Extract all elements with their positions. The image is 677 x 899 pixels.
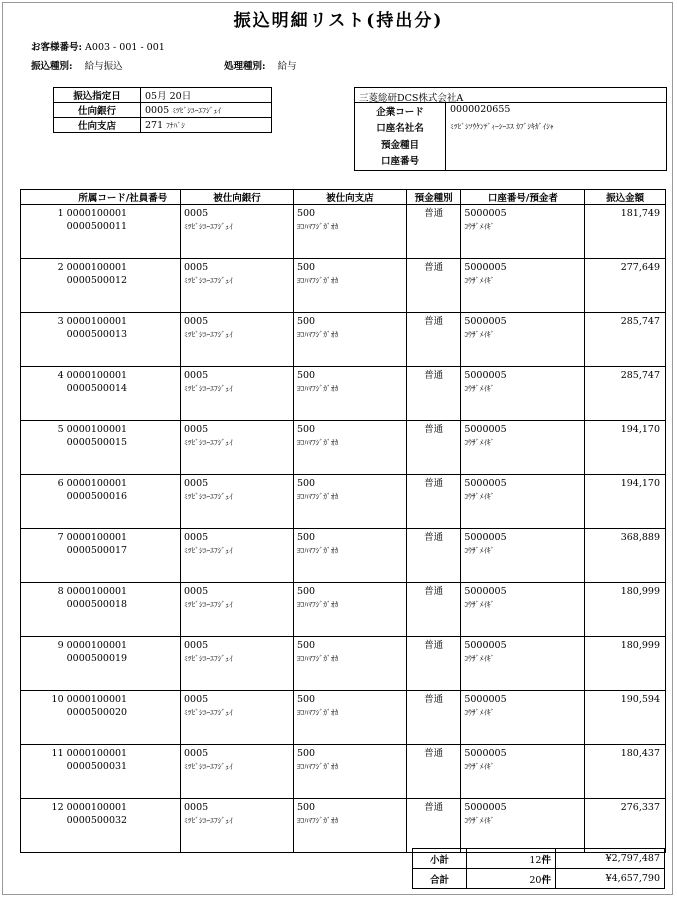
subtotal-count-unit: 件 [541,854,551,866]
account-holder: ｺｳｻﾞﾒｲｷﾞ [464,438,495,447]
dept-emp-cell [66,259,181,313]
dept-emp-cell [66,529,181,583]
col-amount: 振込金額 [585,190,666,205]
amount-cell: 277,649 [585,259,666,313]
account-number: 5000005 [464,208,507,219]
account-holder: ｺｳｻﾞﾒｲｷﾞ [464,654,495,663]
employee-number: 0000500019 [66,653,128,664]
bank-cell [181,583,294,637]
row-number: 6 [21,475,66,529]
branch-code: 500 [296,802,316,813]
company-column-divider [445,102,446,170]
account-holder: ｺｳｻﾞﾒｲｷﾞ [464,330,495,339]
table-row [21,691,666,745]
customer-number [31,39,165,53]
branch-code: 500 [296,424,316,435]
dept-emp-cell [66,205,181,259]
branch-cell [293,745,406,799]
branch-kana: ﾖｺﾊﾏﾌｼﾞｶﾞｵｶ [296,384,339,393]
dept-emp-cell [66,313,181,367]
account-number: 5000005 [464,316,507,327]
dept-emp-cell [66,745,181,799]
employee-number: 0000500016 [66,491,128,502]
branch-code: 500 [296,694,316,705]
transfer-detail-table [20,189,666,853]
branch-code: 500 [296,640,316,651]
branch-kana: ﾖｺﾊﾏﾌｼﾞｶﾞｵｶ [296,654,339,663]
account-cell [461,799,585,853]
branch-kana: ﾖｺﾊﾏﾌｼﾞｶﾞｵｶ [296,492,339,501]
account-cell [461,583,585,637]
company-code-label: 企業コード [376,107,424,118]
bank-kana: ﾐﾂﾋﾞｼﾕｰｴﾌｼﾞｪｲ [184,330,233,339]
col-bank: 被仕向銀行 [181,190,294,205]
account-number: 5000005 [464,370,507,381]
account-holder: ｺｳｻﾞﾒｲｷﾞ [464,546,495,555]
account-number: 5000005 [464,586,507,597]
subtotal-label: 小計 [413,849,467,869]
company-divider [355,102,666,103]
bank-cell [181,313,294,367]
bank-kana: ﾐﾂﾋﾞｼﾕｰｴﾌｼﾞｪｲ [184,816,233,825]
account-cell [461,529,585,583]
branch-kana: ﾖｺﾊﾏﾌｼﾞｶﾞｵｶ [296,762,339,771]
bank-cell [181,259,294,313]
account-cell [461,745,585,799]
account-holder: ｺｳｻﾞﾒｲｷﾞ [464,222,495,231]
branch-code: 500 [296,262,316,273]
transfer-type-value: 給与振込 [84,61,123,72]
deposit-type-cell: 普通 [406,745,461,799]
dept-emp-cell [66,475,181,529]
dept-code: 0000100001 [66,802,128,813]
table-row [21,313,666,367]
bank-code: 0005 [184,208,209,219]
table-row [21,637,666,691]
dept-code: 0000100001 [66,370,128,381]
deposit-type-cell: 普通 [406,421,461,475]
bank-code: 0005 [184,694,209,705]
row-number: 3 [21,313,66,367]
account-number: 5000005 [464,532,507,543]
account-number: 5000005 [464,748,507,759]
amount-cell: 368,889 [585,529,666,583]
branch-code: 500 [296,478,316,489]
bank-code: 0005 [184,424,209,435]
branch-code: 500 [296,748,316,759]
amount-cell: 285,747 [585,313,666,367]
branch-cell [293,367,406,421]
table-row [21,421,666,475]
account-holder: ｺｳｻﾞﾒｲｷﾞ [464,816,495,825]
bank-kana: ﾐﾂﾋﾞｼﾕｰｴﾌｼﾞｪｲ [184,654,233,663]
col-account: 口座番号/預金者 [461,190,585,205]
date-label: 振込指定日 [54,88,141,103]
dept-emp-cell [66,583,181,637]
bank-cell [181,205,294,259]
total-count [467,869,556,889]
dept-code: 0000100001 [66,478,128,489]
account-cell [461,475,585,529]
dept-emp-cell [66,691,181,745]
account-number: 5000005 [464,694,507,705]
branch-kana: ﾖｺﾊﾏﾌｼﾞｶﾞｵｶ [296,816,339,825]
transfer-type [31,58,123,72]
table-row [21,745,666,799]
bank-cell [181,637,294,691]
row-number: 12 [21,799,66,853]
customer-number-value: A003 - 001 - 001 [85,42,165,53]
bank-cell [181,529,294,583]
account-number: 5000005 [464,262,507,273]
branch-kana: ﾖｺﾊﾏﾌｼﾞｶﾞｵｶ [296,546,339,555]
bank-code: 0005 [184,802,209,813]
process-type-value: 給与 [277,61,297,72]
deposit-type-cell: 普通 [406,637,461,691]
dept-code: 0000100001 [66,586,128,597]
account-cell [461,691,585,745]
account-holder: ｺｳｻﾞﾒｲｷﾞ [464,276,495,285]
bank-code: 0005 [184,748,209,759]
branch-cell [293,205,406,259]
employee-number: 0000500015 [66,437,128,448]
branch-cell [293,421,406,475]
bank-cell [181,421,294,475]
account-cell [461,313,585,367]
total-count-value: 20 [529,874,542,886]
subtotal-count [467,849,556,869]
total-label: 合計 [413,869,467,889]
col-dept-emp: 所属コード/社員番号 [66,190,181,205]
branch-cell [293,637,406,691]
bank-cell [181,691,294,745]
deposit-type-cell: 普通 [406,205,461,259]
amount-cell: 181,749 [585,205,666,259]
dept-code: 0000100001 [66,208,128,219]
employee-number: 0000500018 [66,599,128,610]
bank-kana: ﾐﾂﾋﾞｼﾕｰｴﾌｼﾞｪｲ [184,276,233,285]
branch-cell [293,259,406,313]
bank-code: 0005 [184,532,209,543]
branch-kana: ﾌﾅﾊﾞｼ [166,120,185,130]
col-deposit-type: 預金種別 [406,190,461,205]
deposit-type-cell: 普通 [406,259,461,313]
account-number-label: 口座番号 [380,156,419,167]
account-number: 5000005 [464,478,507,489]
account-number: 5000005 [464,640,507,651]
branch-kana: ﾖｺﾊﾏﾌｼﾞｶﾞｵｶ [296,708,339,717]
dept-emp-cell [66,637,181,691]
deposit-type-cell: 普通 [406,799,461,853]
branch-kana: ﾖｺﾊﾏﾌｼﾞｶﾞｵｶ [296,222,339,231]
bank-code: 0005 [184,586,209,597]
subtotal-count-value: 12 [529,854,542,866]
row-number: 2 [21,259,66,313]
bank-kana: ﾐﾂﾋﾞｼﾕｰｴﾌｼﾞｪｲ [184,222,233,231]
process-type-label: 処理種別: [224,61,266,72]
total-row [413,869,665,889]
branch-kana: ﾖｺﾊﾏﾌｼﾞｶﾞｵｶ [296,600,339,609]
deposit-type-cell: 普通 [406,529,461,583]
subtotal-amount: ¥2,797,487 [556,849,665,869]
row-number: 8 [21,583,66,637]
date-value: 05月 20日 [141,88,272,103]
account-number: 5000005 [464,802,507,813]
account-cell [461,421,585,475]
account-holder: ｺｳｻﾞﾒｲｷﾞ [464,384,495,393]
bank-code: 0005 [184,640,209,651]
dept-code: 0000100001 [66,694,128,705]
row-number: 9 [21,637,66,691]
bank-kana: ﾐﾂﾋﾞｼﾕｰｴﾌｼﾞｪｲ [184,762,233,771]
dept-code: 0000100001 [66,262,128,273]
account-cell [461,367,585,421]
employee-number: 0000500032 [66,815,128,826]
row-number: 4 [21,367,66,421]
row-number: 10 [21,691,66,745]
bank-label: 仕向銀行 [54,103,141,118]
bank-code: 0005 [184,316,209,327]
dept-code: 0000100001 [66,424,128,435]
subtotal-row [413,849,665,869]
amount-cell: 285,747 [585,367,666,421]
branch-kana: ﾖｺﾊﾏﾌｼﾞｶﾞｵｶ [296,276,339,285]
total-count-unit: 件 [541,874,551,886]
bank-kana: ﾐﾂﾋﾞｼﾕｰｴﾌｼﾞｪｲ [184,384,233,393]
dept-emp-cell [66,367,181,421]
customer-number-label: お客様番号: [31,42,83,53]
account-holder: ｺｳｻﾞﾒｲｷﾞ [464,762,495,771]
deposit-type-cell: 普通 [406,367,461,421]
amount-cell: 194,170 [585,421,666,475]
branch-code: 271 [145,119,164,131]
total-amount: ¥4,657,790 [556,869,665,889]
row-number: 11 [21,745,66,799]
bank-kana: ﾐﾂﾋﾞｼﾕｰｴﾌｼﾞｪｲ [184,492,233,501]
company-box [354,87,667,171]
employee-number: 0000500020 [66,707,128,718]
dept-code: 0000100001 [66,640,128,651]
dept-code: 0000100001 [66,316,128,327]
branch-kana: ﾖｺﾊﾏﾌｼﾞｶﾞｵｶ [296,330,339,339]
employee-number: 0000500031 [66,761,128,772]
deposit-type-cell: 普通 [406,691,461,745]
branch-cell [293,529,406,583]
deposit-type-label: 預金種目 [380,140,419,151]
branch-code: 500 [296,586,316,597]
branch-cell [293,799,406,853]
employee-number: 0000500014 [66,383,128,394]
branch-code: 500 [296,370,316,381]
account-cell [461,637,585,691]
amount-cell: 194,170 [585,475,666,529]
amount-cell: 276,337 [585,799,666,853]
dept-emp-cell [66,799,181,853]
employee-number: 0000500011 [66,221,128,232]
bank-value [141,103,272,118]
designation-table [53,87,272,133]
branch-cell [293,691,406,745]
deposit-type-cell: 普通 [406,583,461,637]
branch-value [141,118,272,133]
bank-code: 0005 [145,104,170,116]
table-row [21,529,666,583]
table-row [21,259,666,313]
account-cell [461,205,585,259]
deposit-type-cell: 普通 [406,313,461,367]
branch-code: 500 [296,208,316,219]
bank-kana: ﾐﾂﾋﾞｼﾕｰｴﾌｼﾞｪｲ [184,708,233,717]
branch-code: 500 [296,316,316,327]
bank-kana: ﾐﾂﾋﾞｼﾕｰｴﾌｼﾞｪｲ [184,546,233,555]
table-row [21,583,666,637]
amount-cell: 180,999 [585,637,666,691]
bank-cell [181,745,294,799]
employee-number: 0000500012 [66,275,128,286]
dept-code: 0000100001 [66,532,128,543]
table-row [21,367,666,421]
employee-number: 0000500013 [66,329,128,340]
row-number: 5 [21,421,66,475]
account-number: 5000005 [464,424,507,435]
branch-cell [293,313,406,367]
bank-code: 0005 [184,262,209,273]
transfer-type-label: 振込種別: [31,61,73,72]
bank-kana: ﾐﾂﾋﾞｼﾕｰｴﾌｼﾞｪｲ [184,438,233,447]
amount-cell: 180,437 [585,745,666,799]
company-name: 三菱総研DCS株式会社A [359,93,464,104]
account-holder: ｺｳｻﾞﾒｲｷﾞ [464,708,495,717]
bank-cell [181,475,294,529]
bank-code: 0005 [184,370,209,381]
table-row [21,475,666,529]
table-row [21,205,666,259]
table-row [21,799,666,853]
bank-kana: ﾐﾂﾋﾞｼﾕｰｴﾌｼﾞｪｲ [172,105,221,115]
account-holder: ｺｳｻﾞﾒｲｷﾞ [464,492,495,501]
bank-cell [181,367,294,421]
row-number: 7 [21,529,66,583]
dept-emp-cell [66,421,181,475]
branch-kana: ﾖｺﾊﾏﾌｼﾞｶﾞｵｶ [296,438,339,447]
col-branch: 被仕向支店 [293,190,406,205]
bank-cell [181,799,294,853]
deposit-type-cell: 普通 [406,475,461,529]
dept-code: 0000100001 [66,748,128,759]
process-type [224,58,297,72]
branch-cell [293,475,406,529]
company-code-value: 0000020655 [450,104,511,115]
employee-number: 0000500017 [66,545,128,556]
branch-label: 仕向支店 [54,118,141,133]
branch-code: 500 [296,532,316,543]
amount-cell: 190,594 [585,691,666,745]
account-name-value: ﾐﾂﾋﾞｼｿｳｹﾝﾃﾞｨｰｼｰｴｽ ｶﾌﾞｼｷｶﾞｲｼｬ [450,122,554,131]
row-number: 1 [21,205,66,259]
col-no [21,190,66,205]
bank-kana: ﾐﾂﾋﾞｼﾕｰｴﾌｼﾞｪｲ [184,600,233,609]
table-header-row [21,190,666,205]
branch-cell [293,583,406,637]
account-holder: ｺｳｻﾞﾒｲｷﾞ [464,600,495,609]
amount-cell: 180,999 [585,583,666,637]
page-title: 振込明細リスト(持出分) [233,11,444,31]
bank-code: 0005 [184,478,209,489]
account-cell [461,259,585,313]
totals-table [412,848,665,889]
account-name-label: 口座名社名 [376,123,424,134]
